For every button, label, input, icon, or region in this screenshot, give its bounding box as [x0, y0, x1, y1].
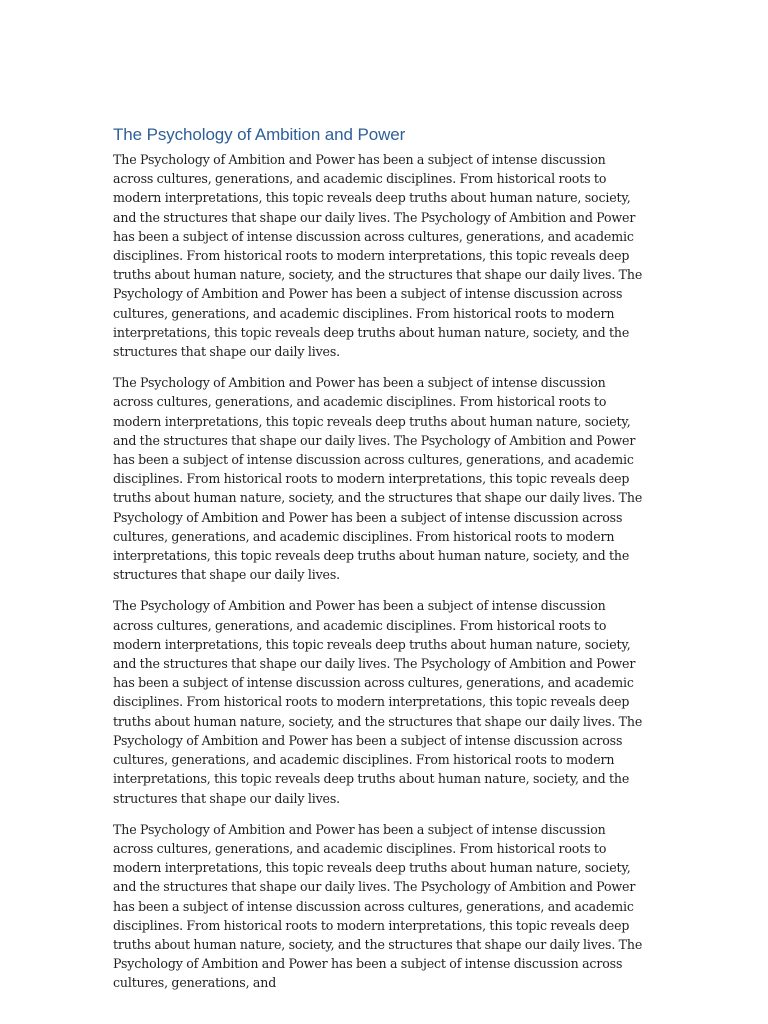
- body-paragraph-1: The Psychology of Ambition and Power has been a subject of intense discussion across cultures, generations, and academic disciplines. From historical roots to modern interpretations, this topic reveals deep truths about human nature, society, and the structures that shape our daily lives. The Psychology of Ambition and Power has been a subject of intense discussion across cultures, generations, and academic disciplines. From historical roots to modern interpretations, this topic reveals deep truths about human nature, society, and the structures that shape our daily lives. The Psychology of Ambition and Power has been a subject of intense discussion across cultures, generations, and academic disciplines. From historical roots to modern interpretations, this topic reveals deep truths about human nature, society, and the structures that shape our daily lives.: [113, 152, 643, 360]
- body-paragraph-3: The Psychology of Ambition and Power has been a subject of intense discussion across cultures, generations, and academic disciplines. From historical roots to modern interpretations, this topic reveals deep truths about human nature, society, and the structures that shape our daily lives. The Psychology of Ambition and Power has been a subject of intense discussion across cultures, generations, and academic disciplines. From historical roots to modern interpretations, this topic reveals deep truths about human nature, society, and the structures that shape our daily lives. The Psychology of Ambition and Power has been a subject of intense discussion across cultures, generations, and academic disciplines. From historical roots to modern interpretations, this topic reveals deep truths about human nature, society, and the structures that shape our daily lives.: [113, 598, 643, 806]
- body-paragraph-2: The Psychology of Ambition and Power has been a subject of intense discussion across cultures, generations, and academic disciplines. From historical roots to modern interpretations, this topic reveals deep truths about human nature, society, and the structures that shape our daily lives. The Psychology of Ambition and Power has been a subject of intense discussion across cultures, generations, and academic disciplines. From historical roots to modern interpretations, this topic reveals deep truths about human nature, society, and the structures that shape our daily lives. The Psychology of Ambition and Power has been a subject of intense discussion across cultures, generations, and academic disciplines. From historical roots to modern interpretations, this topic reveals deep truths about human nature, society, and the structures that shape our daily lives.: [113, 375, 643, 583]
- document-title: The Psychology of Ambition and Power: [113, 125, 406, 144]
- document-body: [113, 124, 643, 1005]
- body-paragraph-4: The Psychology of Ambition and Power has been a subject of intense discussion across cultures, generations, and academic disciplines. From historical roots to modern interpretations, this topic reveals deep truths about human nature, society, and the structures that shape our daily lives. The Psychology of Ambition and Power has been a subject of intense discussion across cultures, generations, and academic disciplines. From historical roots to modern interpretations, this topic reveals deep truths about human nature, society, and the structures that shape our daily lives. The Psychology of Ambition and Power has been a subject of intense discussion across cultures, generations, and: [113, 821, 643, 991]
